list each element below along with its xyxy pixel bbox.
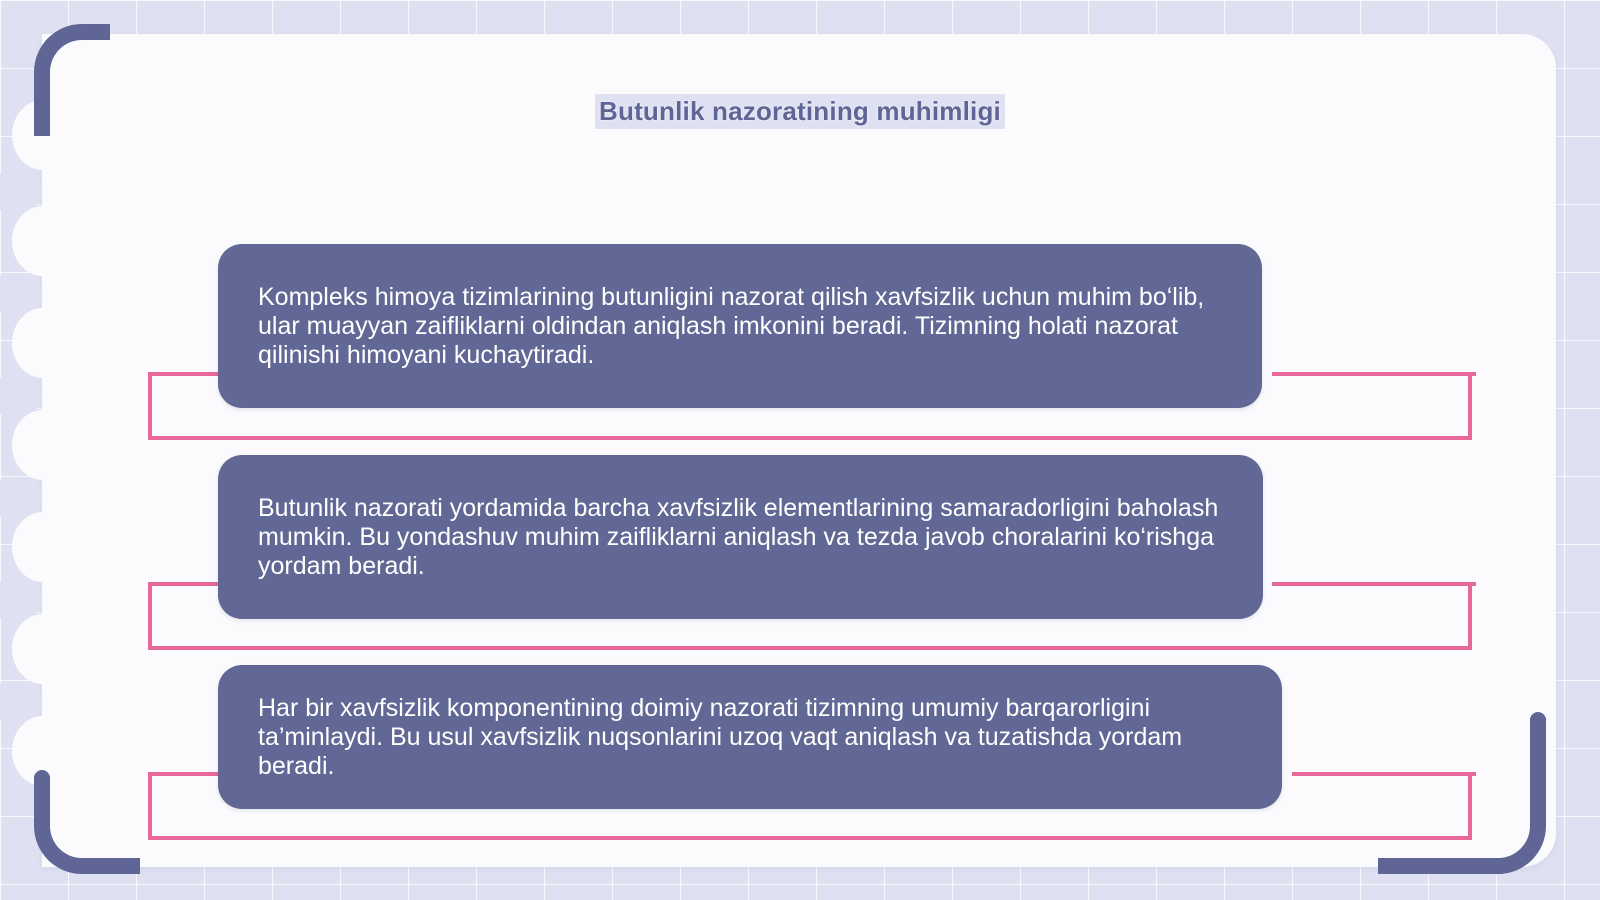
corner-cap [1378,858,1394,874]
corner-frame-bottom-left [34,776,140,874]
info-card-text: Kompleks himoya tizimlarining butunligini nazorat qilish xavfsizlik uchun muhim bo‘lib, ular muayyan zaifliklarni oldindan aniqlash imkonini beradi. Tizimning holati nazorat qilinishi himoyani kuchaytiradi. [258,282,1205,369]
paper-notch [0,582,42,618]
paper-scallop [12,614,74,684]
info-card [218,455,1263,619]
info-card [218,244,1262,408]
info-card [218,665,1282,809]
slide-title-wrap [0,94,1600,129]
corner-cap [108,858,124,874]
paper-scallop [12,206,74,276]
bracket-top-left [148,582,218,586]
paper-notch [0,276,42,312]
info-card-text: Butunlik nazorati yordamida barcha xavfsizlik elementlarining samaradorligini baholash mumkin. Bu yondashuv muhim zaifliklarni aniqlash va tezda javob choralarini ko‘rishga yordam beradi. [258,493,1219,580]
paper-scallop [12,512,74,582]
bracket-top-right [1272,372,1476,376]
info-card-text: Har bir xavfsizlik komponentining doimiy nazorati tizimning umumiy barqarorligini ta’minlaydi. Bu usul xavfsizlik nuqsonlarini uzoq vaqt aniqlash va tuzatishda yordam beradi. [258,693,1183,780]
corner-cap [1530,712,1546,728]
corner-cap [78,24,94,40]
bracket-top-right [1292,772,1476,776]
paper-notch [0,174,42,210]
paper-notch [0,378,42,414]
bracket-top-left [148,772,218,776]
paper-scallop [12,308,74,378]
bracket-top-left [148,372,218,376]
paper-notch [0,684,42,720]
slide-title: Butunlik nazoratining muhimligi [595,94,1005,129]
paper-scallop [12,410,74,480]
corner-cap [34,770,50,786]
bracket-top-right [1272,582,1476,586]
paper-notch [0,480,42,516]
